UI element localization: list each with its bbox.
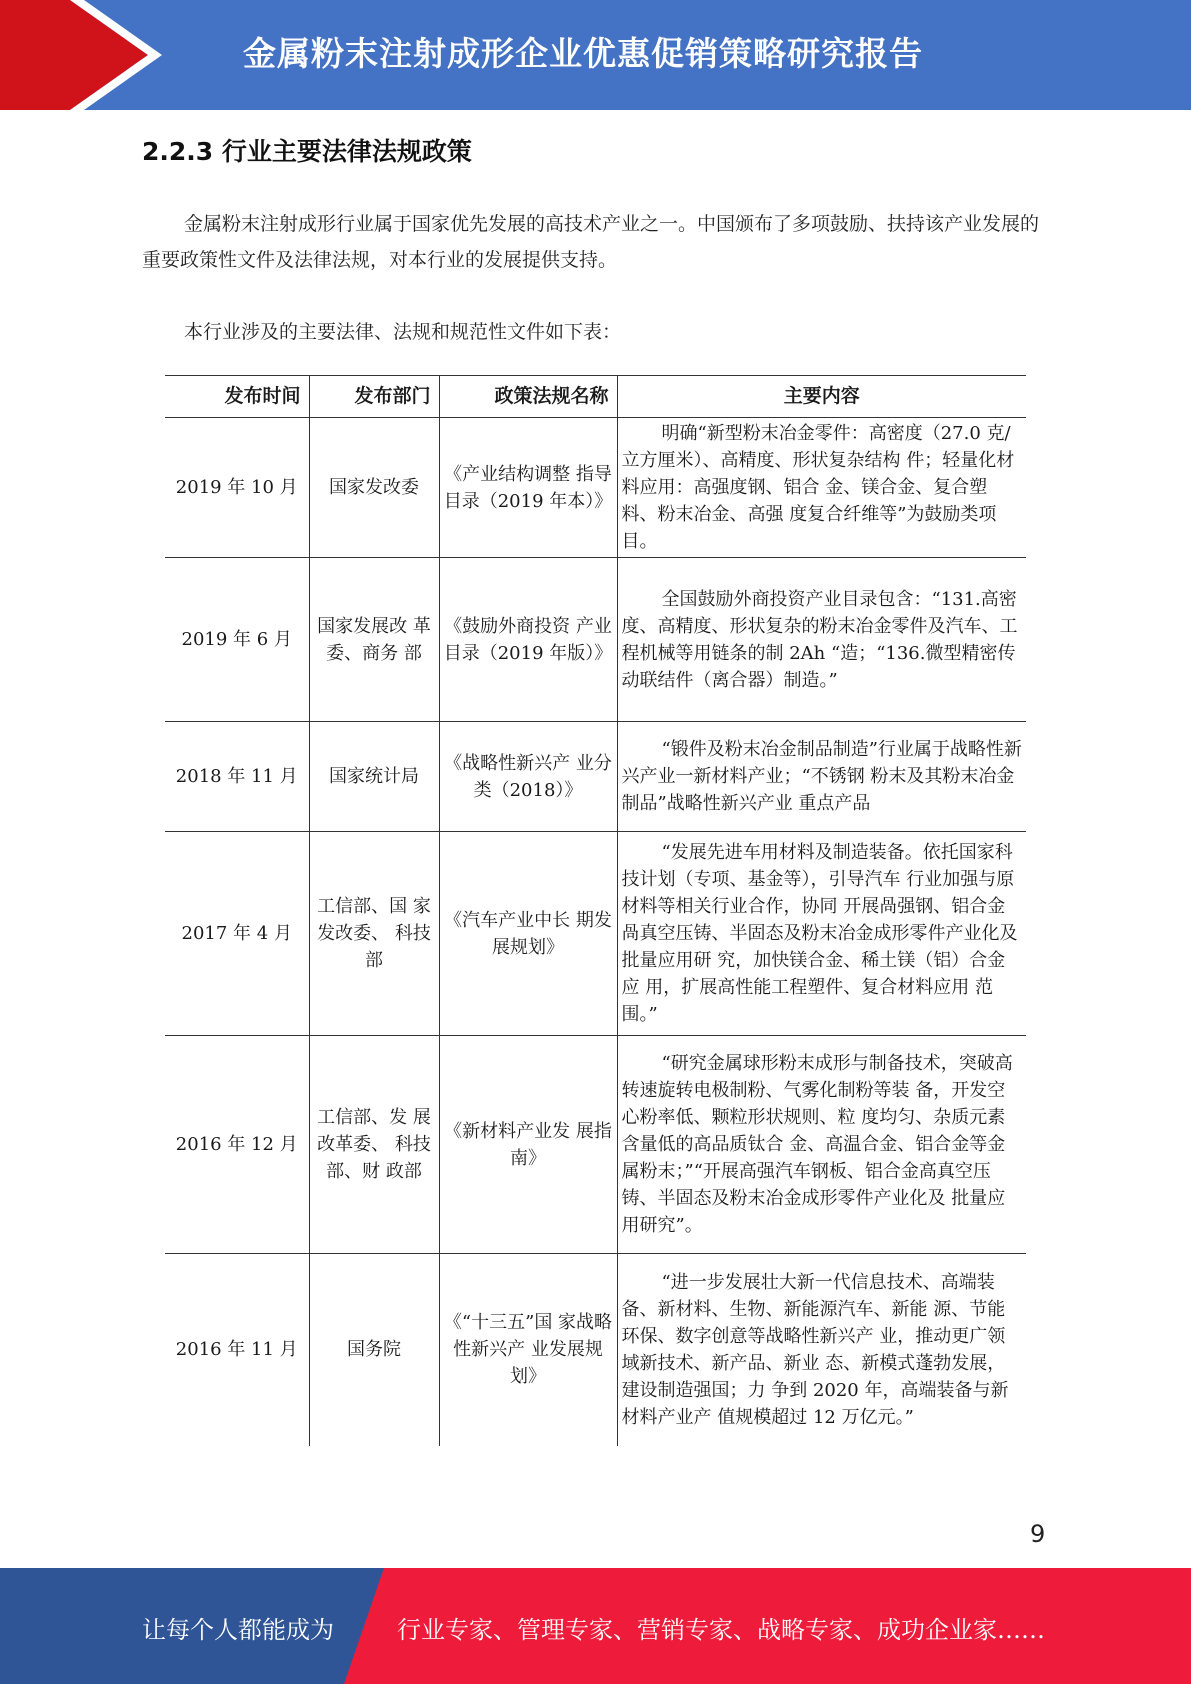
cell-date: 2019 年 10 月 [165,418,309,558]
page-footer [0,1568,1191,1684]
footer-slogan-right: 行业专家、管理专家、营销专家、战略专家、成功企业家…… [397,1616,1045,1644]
cell-dept: 工信部、发 展改革委、 科技部、财 政部 [309,1036,439,1254]
cell-content: 明确“新型粉末冶金零件：高密度（27.0 克/立方厘米）、高精度、形状复杂结构 件；轻量化材料应用：高强度钢、铝合 金、镁合金、复合塑料、粉末冶金、高强 度复合纤维等”为鼓励类项目。 [617,418,1026,558]
policy-table [165,375,1026,1446]
page-header [0,0,1191,110]
section-heading: 2.2.3 行业主要法律法规政策 [142,137,472,166]
cell-name: 《新材料产业发 展指南》 [439,1036,617,1254]
table-row [165,418,1026,558]
footer-slogan-left: 让每个人都能成为 [142,1616,334,1644]
cell-date: 2018 年 11 月 [165,722,309,832]
cell-name: 《汽车产业中长 期发展规划》 [439,832,617,1036]
table-row [165,1036,1026,1254]
header-dept: 发布部门 [309,376,439,418]
cell-name: 《战略性新兴产 业分类（2018）》 [439,722,617,832]
header-content: 主要内容 [617,376,1026,418]
cell-content: “研究金属球形粉末成形与制备技术，突破高转速旋转电极制粉、气雾化制粉等装 备，开发空心粉率低、颗粒形状规则、粒 度均匀、杂质元素含量低的高品质钛合 金、高温合金、铝合金等金属粉末；”“开展高强汽车钢板、铝合金高真空压铸、半固态及粉末冶金成形零件产业化及 批量应用研究”。 [617,1036,1026,1254]
table-header-row [165,376,1026,418]
table-row [165,832,1026,1036]
header-name: 政策法规名称 [439,376,617,418]
cell-content: “锻件及粉末冶金制品制造”行业属于战略性新兴产业一新材料产业；“不锈钢 粉末及其粉末冶金制品”战略性新兴产业 重点产品 [617,722,1026,832]
cell-date: 2016 年 11 月 [175,1339,298,1361]
cell-dept: 国家统计局 [309,722,439,832]
cell-dept: 工信部、国 家发改委、 科技部 [309,832,439,1036]
table-row [165,722,1026,832]
table-row [165,1254,1026,1446]
cell-date: 2019 年 6 月 [165,558,309,722]
cell-name: 《鼓励外商投资 产业目录（2019 年版）》 [439,558,617,722]
cell-dept: 国家发展改 革委、商务 部 [309,558,439,722]
cell-content: “进一步发展壮大新一代信息技术、高端装备、新材料、生物、新能源汽车、新能 源、节能环保、数字创意等战略性新兴产 业，推动更广领域新技术、新产品、新业 态、新模式蓬勃发展，建设制造强国；力 争到 2020 年，高端装备与新材料产业产 值规模超过 12 万亿元。” [617,1254,1026,1446]
cell-name: 《“十三五”国 家战略性新兴产 业发展规划》 [439,1254,617,1446]
cell-content: 全国鼓励外商投资产业目录包含：“131.高密度、高精度、形状复杂的粉末冶金零件及汽车、工程机械等用链条的制 2Ah “造；“136.微型精密传动联结件（离合器）制造。” [617,558,1026,722]
report-title: 金属粉末注射成形企业优惠促销策略研究报告 [243,34,923,73]
cell-dept: 国务院 [309,1254,439,1446]
table-row [165,558,1026,722]
cell-name: 《产业结构调整 指导目录（2019 年本）》 [439,418,617,558]
cell-date: 2017 年 4 月 [165,832,309,1036]
cell-dept: 国家发改委 [309,418,439,558]
page-number: 9 [1030,1520,1046,1548]
intro-paragraph: 金属粉末注射成形行业属于国家优先发展的高技术产业之一。中国颁布了多项鼓励、扶持该产业发展的重要政策性文件及法律法规，对本行业的发展提供支持。 [142,213,1040,271]
header-date: 发布时间 [165,376,309,418]
cell-content: “发展先进车用材料及制造装备。依托国家科技计划（专项、基金等），引导汽车 行业加强与原材料等相关行业合作，协同 开展咼强钢、铝合金咼真空压铸、半固态及粉末冶金成形零件产业化及批量应用研 究，加快镁合金、稀土镁（铝）合金应 用，扩展高性能工程塑件、复合材料应用 范围。” [617,832,1026,1036]
table-intro-paragraph: 本行业涉及的主要法律、法规和规范性文件如下表： [184,321,622,343]
cell-date: 2016 年 12 月 [165,1036,309,1254]
